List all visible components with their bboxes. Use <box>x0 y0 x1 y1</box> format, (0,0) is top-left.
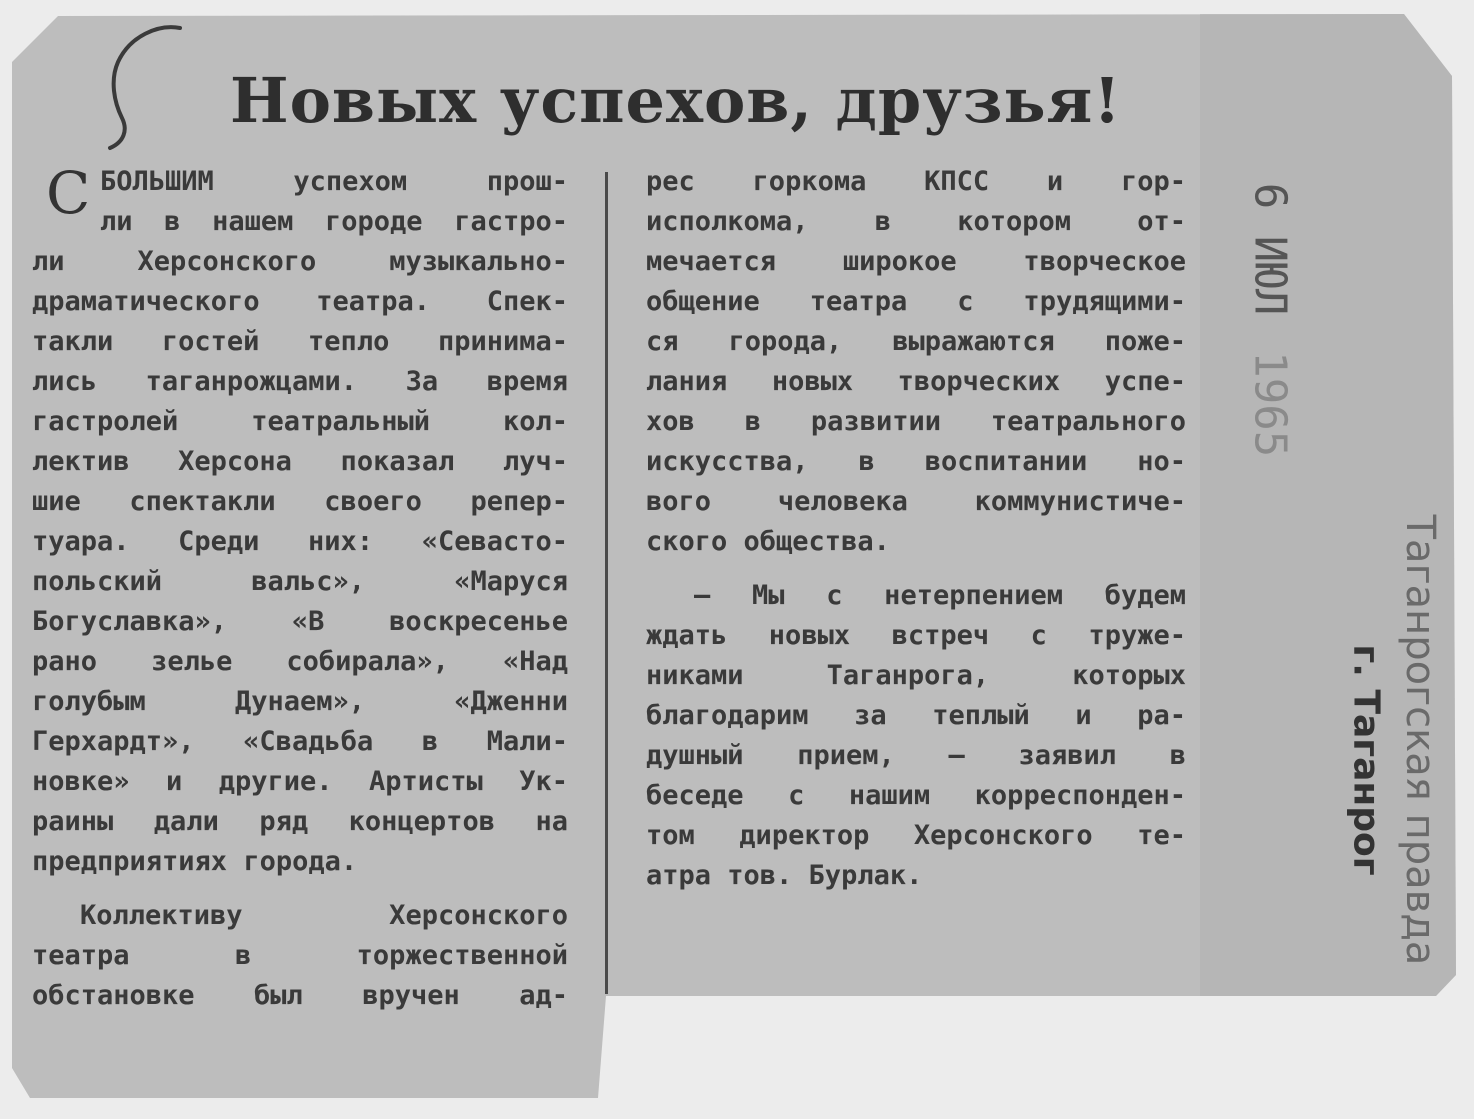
text-line: Герхардт», «Свадьба в Мали- <box>32 726 568 757</box>
text-line: ся города, выражаются поже- <box>646 326 1186 357</box>
date-stamp <box>1245 183 1296 457</box>
text-line: лания новых творческих успе- <box>646 366 1186 397</box>
article-headline: Новых успехов, друзья! <box>230 64 1122 137</box>
text-line: голубым Дунаем», «Дженни <box>32 686 568 717</box>
text-line: гастролей театральный кол- <box>32 406 568 437</box>
text-line: атра тов. Бурлак. <box>646 860 923 891</box>
article-column-left <box>32 159 568 1016</box>
text-line: лись таганрожцами. За время <box>32 366 568 397</box>
right-column-text <box>646 162 1186 896</box>
text-line: — Мы с нетерпением будем <box>694 580 1186 611</box>
text-line: никами Таганрога, которых <box>646 660 1186 691</box>
text-line: ского общества. <box>646 526 890 557</box>
text-line: ли в нашем городе гастро- <box>100 206 568 237</box>
handwritten-page-mark <box>88 22 188 152</box>
text-line: общение театра с трудящими- <box>646 286 1186 317</box>
text-line: новке» и другие. Артисты Ук- <box>32 766 568 797</box>
date-stamp-day: 6 ИЮЛ <box>1244 182 1296 316</box>
text-line: мечается широкое творческое <box>646 246 1186 277</box>
text-line: туара. Среди них: «Севасто- <box>32 526 568 557</box>
column-divider <box>605 172 608 994</box>
text-line: БОЛЬШИМ успехом прош- <box>100 166 568 197</box>
text-line: лектив Херсона показал луч- <box>32 446 568 477</box>
text-line: театра в торжественной <box>32 940 568 971</box>
article-column-right <box>646 162 1186 896</box>
text-line: такли гостей тепло принима- <box>32 326 568 357</box>
text-line: искусства, в воспитании но- <box>646 446 1186 477</box>
text-line: исполкома, в котором от- <box>646 206 1186 237</box>
text-line: драматического театра. Спек- <box>32 286 568 317</box>
text-line: обстановке был вручен ад- <box>32 980 568 1011</box>
text-line: беседе с нашим корреспонден- <box>646 780 1186 811</box>
text-line: Коллективу Херсонского <box>80 900 568 931</box>
text-line: раины дали ряд концертов на <box>32 806 568 837</box>
text-line: душный прием, — заявил в <box>646 740 1186 771</box>
text-line: рано зелье собирала», «Над <box>32 646 568 677</box>
publication-stamp: Таганрогская правда <box>1397 514 1443 966</box>
city-stamp: г. Таганрог <box>1345 644 1387 876</box>
text-line: польский вальс», «Маруся <box>32 566 568 597</box>
text-line: ждать новых встреч с труже- <box>646 620 1186 651</box>
text-line: том директор Херсонского те- <box>646 820 1186 851</box>
left-column-text <box>32 159 568 1016</box>
text-line: вого человека коммунистиче- <box>646 486 1186 517</box>
text-line: рес горкома КПСС и гор- <box>646 166 1186 197</box>
text-line: Богуславка», «В воскресенье <box>32 606 568 637</box>
drop-cap: С <box>46 159 91 227</box>
text-line: хов в развитии театрального <box>646 406 1186 437</box>
text-line: шие спектакли своего репер- <box>32 486 568 517</box>
text-line: благодарим за теплый и ра- <box>646 700 1186 731</box>
text-line: предприятиях города. <box>32 846 358 877</box>
date-stamp-year: 1965 <box>1244 351 1296 458</box>
text-line: ли Херсонского музыкально- <box>32 246 568 277</box>
